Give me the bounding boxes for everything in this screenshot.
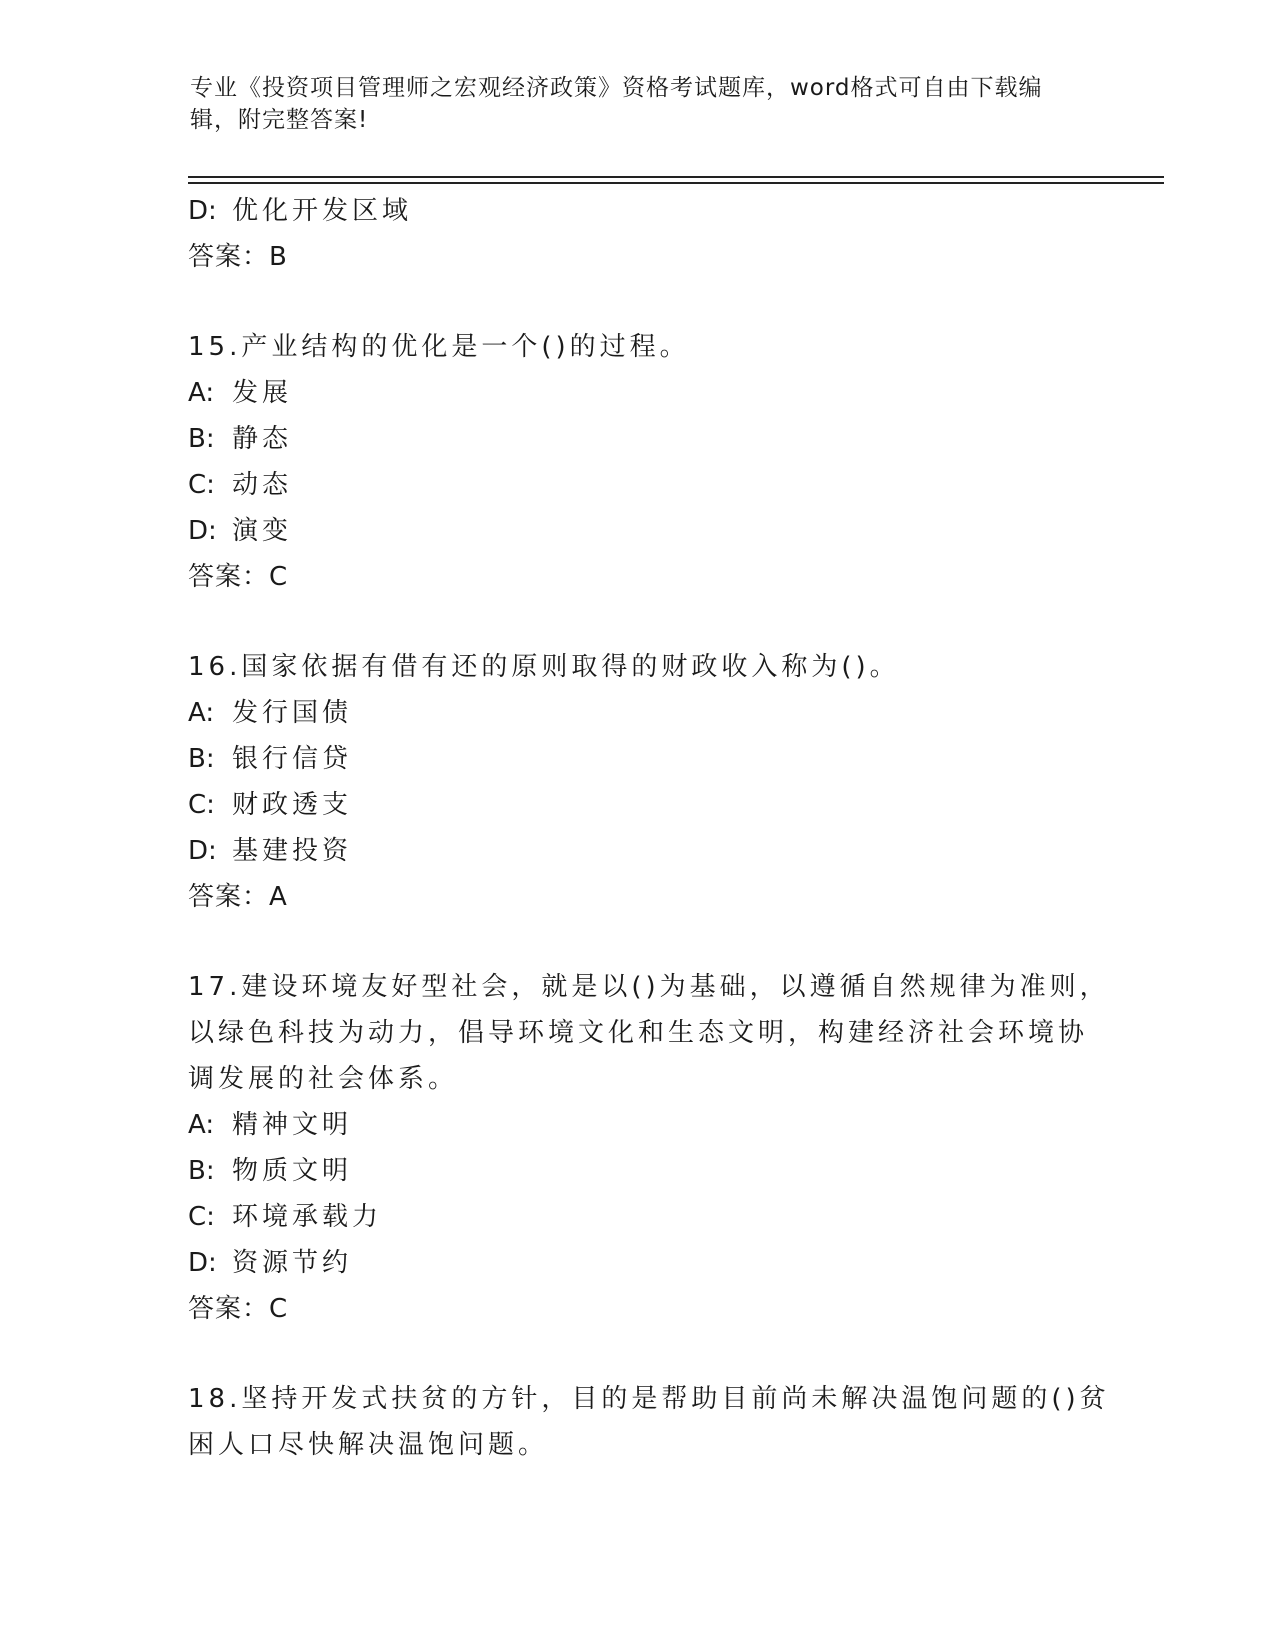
question-text: 困人口尽快解决温饱问题。 (188, 1430, 549, 1460)
header-line-2: 辑，附完整答案! (190, 107, 369, 133)
question-text: 调发展的社会体系。 (188, 1064, 459, 1094)
option-letter: D: (188, 836, 217, 866)
option-letter: A: (188, 378, 215, 408)
option-letter: D: (188, 1248, 217, 1278)
option-text: 环境承载力 (232, 1202, 383, 1232)
option-b (188, 1148, 1088, 1194)
answer-line: 答案：A (188, 882, 288, 912)
question-text: 16.国家依据有借有还的原则取得的财政收入称为()。 (188, 652, 900, 682)
option-text: 演变 (232, 516, 293, 546)
spacer (188, 280, 1088, 324)
question-16 (188, 644, 1088, 920)
spacer (188, 600, 1088, 644)
option-text: 静态 (232, 424, 293, 454)
question-list (188, 188, 1110, 1468)
question-text: 18.坚持开发式扶贫的方针，目的是帮助目前尚未解决温饱问题的()贫 (188, 1384, 1110, 1414)
question-18 (188, 1376, 1110, 1468)
option-letter: A: (188, 1110, 215, 1140)
option-text: 发行国债 (232, 698, 353, 728)
option-letter: C: (188, 790, 215, 820)
option-a (188, 1102, 1088, 1148)
option-a (188, 370, 1088, 416)
option-d (188, 188, 1088, 234)
option-b (188, 736, 1088, 782)
option-text: 精神文明 (232, 1110, 353, 1140)
option-d (188, 508, 1088, 554)
option-letter: A: (188, 698, 215, 728)
option-letter: B: (188, 744, 215, 774)
option-text: 优化开发区域 (232, 196, 413, 226)
option-text: 物质文明 (232, 1156, 353, 1186)
question-text: 15.产业结构的优化是一个()的过程。 (188, 332, 690, 362)
spacer (188, 1332, 1088, 1376)
option-text: 银行信贷 (232, 744, 353, 774)
header-line-1: 专业《投资项目管理师之宏观经济政策》资格考试题库，word格式可自由下载编 (190, 75, 1043, 101)
option-text: 基建投资 (232, 836, 353, 866)
option-letter: C: (188, 470, 215, 500)
option-b (188, 416, 1088, 462)
option-letter: D: (188, 516, 217, 546)
option-a (188, 690, 1088, 736)
answer-line: 答案：B (188, 242, 288, 272)
option-text: 财政透支 (232, 790, 353, 820)
option-d (188, 828, 1088, 874)
option-c (188, 1194, 1088, 1240)
question-15 (188, 324, 1088, 600)
spacer (188, 920, 1088, 964)
option-c (188, 782, 1088, 828)
question-text: 以绿色科技为动力，倡导环境文化和生态文明，构建经济社会环境协 (188, 1018, 1089, 1048)
header-divider-bottom (188, 182, 1164, 184)
question-17 (188, 964, 1110, 1332)
option-c (188, 462, 1088, 508)
answer-line: 答案：C (188, 562, 289, 592)
document-header (190, 72, 1090, 136)
option-text: 动态 (232, 470, 293, 500)
answer-line: 答案：C (188, 1294, 289, 1324)
option-text: 资源节约 (232, 1248, 353, 1278)
option-letter: D: (188, 196, 217, 226)
option-letter: C: (188, 1202, 215, 1232)
question-text: 17.建设环境友好型社会，就是以()为基础，以遵循自然规律为准则， (188, 972, 1110, 1002)
option-letter: B: (188, 424, 215, 454)
option-text: 发展 (232, 378, 293, 408)
header-divider-top (188, 176, 1164, 178)
option-letter: B: (188, 1156, 215, 1186)
option-d (188, 1240, 1088, 1286)
